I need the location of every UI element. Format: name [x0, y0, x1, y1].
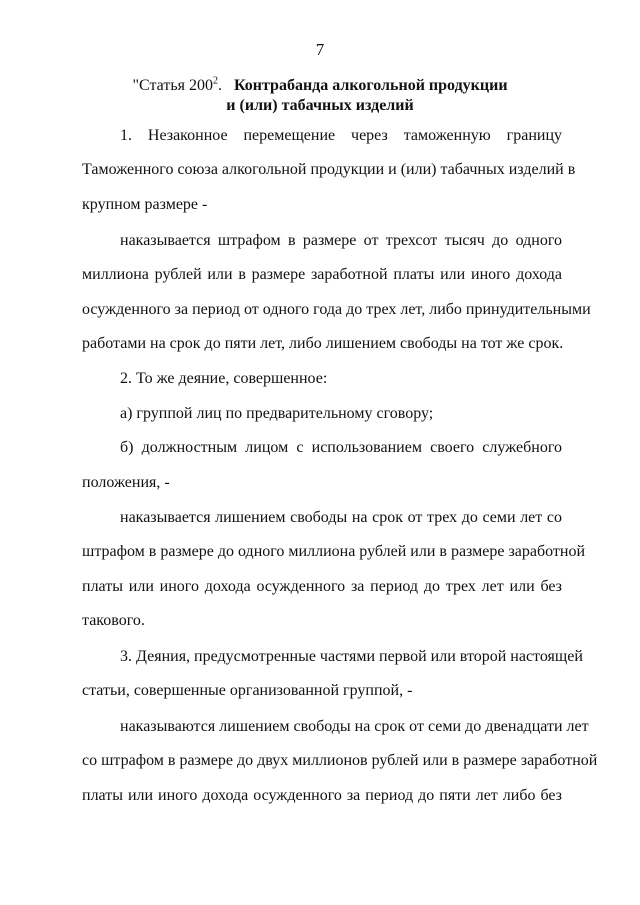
article-title-line-2: и (или) табачных изделий	[226, 97, 414, 114]
sanction-1-line-2: миллиона рублей или в размере заработной платы или иного дохода	[82, 266, 562, 283]
page-number: 7	[315, 40, 325, 59]
sanction-2-line-3: платы или иного дохода осужденного за период до трех лет или без	[82, 578, 562, 595]
sanction-2-line-1: наказывается лишением свободы на срок от трех до семи лет со	[120, 509, 562, 526]
article-heading-line-1	[0, 76, 640, 96]
sanction-3-line-1: наказываются лишением свободы на срок от семи до двенадцати лет	[120, 718, 589, 735]
paragraph-1-line-1: 1. Незаконное перемещение через таможенную границу	[120, 127, 562, 144]
sanction-2-line-2: штрафом в размере до одного миллиона рублей или в размере заработной	[82, 543, 586, 560]
sanction-1-line-3: осужденного за период от одного года до трех лет, либо принудительными	[82, 301, 591, 318]
sanction-1-line-4: работами на срок до пяти лет, либо лишением свободы на тот же срок.	[82, 335, 564, 352]
paragraph-1-line-2: Таможенного союза алкогольной продукции и (или) табачных изделий в	[82, 161, 576, 178]
article-number: "Статья $200^2$.	[132, 75, 222, 94]
sanction-2-line-4: такового.	[82, 612, 145, 629]
article-superscript: 2	[212, 75, 218, 87]
sanction-3-line-2: со штрафом в размере до двух миллионов рублей или в размере заработной	[82, 752, 598, 769]
paragraph-1-line-3: крупном размере -	[82, 196, 208, 213]
paragraph-3-line-2: статьи, совершенные организованной группой, -	[82, 682, 413, 699]
article-title-line-1: Контрабанда алкогольной продукции	[233, 77, 508, 94]
item-b-line-2: положения, -	[82, 474, 170, 491]
item-a: а) группой лиц по предварительному сговору;	[120, 405, 434, 422]
paragraph-3-line-1: 3. Деяния, предусмотренные частями первой или второй настоящей	[120, 648, 583, 665]
paragraph-2-line-1: 2. То же деяние, совершенное:	[120, 370, 328, 387]
article-heading	[0, 76, 640, 116]
sanction-3-line-3: платы или иного дохода осужденного за период до пяти лет либо без	[82, 787, 562, 804]
item-b-line-1: б) должностным лицом с использованием своего служебного	[120, 439, 562, 456]
sanction-1-line-1: наказывается штрафом в размере от трехсот тысяч до одного	[120, 232, 562, 249]
